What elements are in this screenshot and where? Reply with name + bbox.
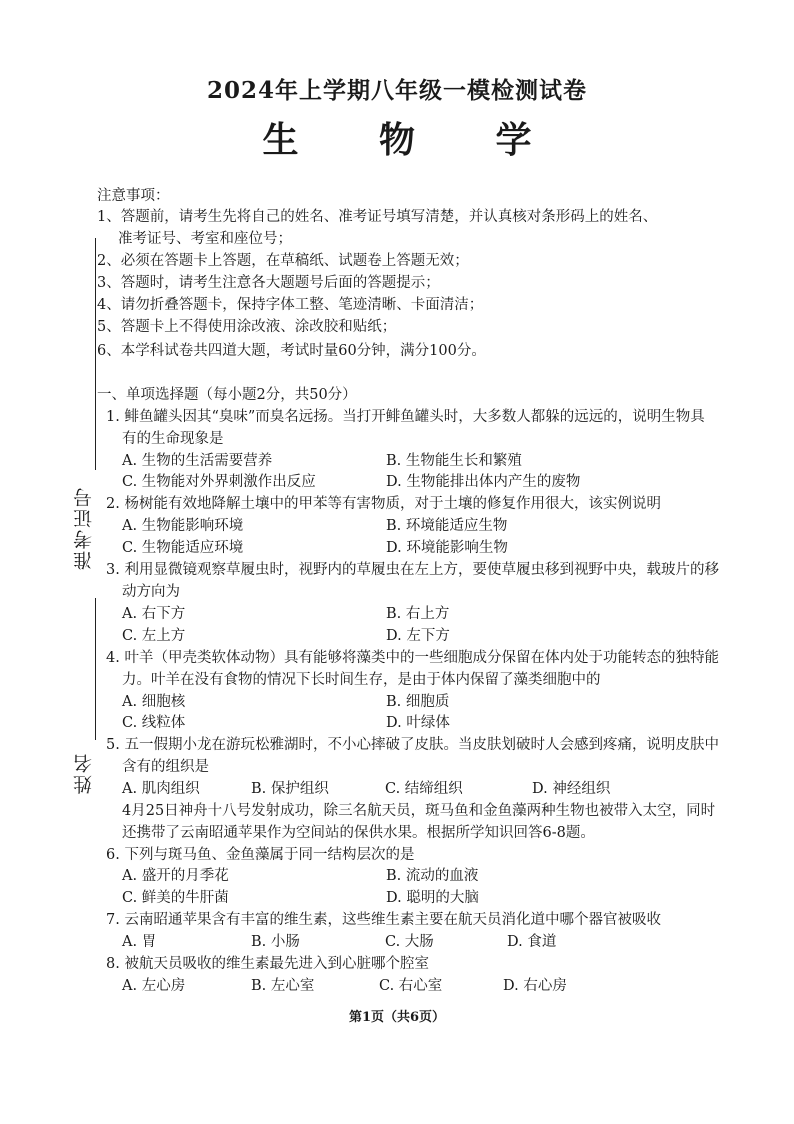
- option-b: B. 左心室: [251, 978, 315, 994]
- option-c: C. 生物能对外界刺激作出反应: [122, 474, 316, 490]
- question-4-cont: 力。叶羊在没有食物的情况下长时间生存，是由于体内保留了藻类细胞中的: [122, 672, 601, 688]
- question-8: 8. 被航天员吸收的维生素最先进入到心脏哪个腔室: [106, 956, 429, 972]
- option-a: A. 右下方: [122, 606, 186, 622]
- option-b: B. 生物能生长和繁殖: [386, 453, 522, 469]
- option-c: C. 线粒体: [122, 715, 186, 731]
- option-b: B. 细胞质: [386, 694, 450, 710]
- option-d: D. 环境能影响生物: [386, 540, 508, 556]
- binding-line-middle: [95, 598, 96, 740]
- question-3: 3. 利用显微镜观察草履虫时，视野内的草履虫在左上方，要使草履虫移到视野中央，载玻片的移: [106, 562, 719, 578]
- option-d: D. 神经组织: [532, 781, 611, 797]
- exam-title: 2024年上学期八年级一模检测试卷: [206, 77, 587, 104]
- option-a: A. 盛开的月季花: [122, 868, 229, 884]
- question-5: 5. 五一假期小龙在游玩松雅湖时，不小心摔破了皮肤。当皮肤划破时人会感到疼痛，说明皮肤中: [106, 737, 719, 753]
- option-b: B. 右上方: [386, 606, 450, 622]
- option-c: C. 左上方: [122, 628, 186, 644]
- notice-item: 准考证号、考室和座位号；: [118, 231, 292, 247]
- option-a: A. 胃: [122, 934, 157, 950]
- option-b: B. 小肠: [251, 934, 300, 950]
- option-c: C. 结缔组织: [385, 781, 463, 797]
- question-3-cont: 动方向为: [122, 584, 180, 600]
- notice-heading: 注意事项：: [97, 188, 170, 204]
- option-c: C. 鲜美的牛肝菌: [122, 890, 229, 906]
- notice-item: 2、必须在答题卡上答题，在草稿纸、试题卷上答题无效；: [97, 253, 469, 269]
- binding-line-top: [95, 238, 96, 470]
- name-label: 姓名: [73, 752, 95, 794]
- question-4: 4. 叶羊（甲壳类软体动物）具有能够将藻类中的一些细胞成分保留在体内处于功能转态的独特能: [106, 650, 719, 666]
- option-a: A. 生物能影响环境: [122, 518, 244, 534]
- option-c: C. 生物能适应环境: [122, 540, 244, 556]
- notice-item: 1、答题前，请考生先将自己的姓名、准考证号填写清楚，并认真核对条形码上的姓名、: [97, 209, 658, 225]
- notice-item: 6、本学科试卷共四道大题，考试时量60分钟，满分100分。: [97, 343, 486, 359]
- question-5-cont: 含有的组织是: [122, 759, 209, 775]
- option-a: A. 细胞核: [122, 694, 186, 710]
- option-a: A. 肌肉组织: [122, 781, 200, 797]
- subject-title: 生 物 学: [262, 119, 566, 161]
- question-6: 6. 下列与斑马鱼、金鱼藻属于同一结构层次的是: [106, 847, 415, 863]
- question-7: 7. 云南昭通苹果含有丰富的维生素，这些维生素主要在航天员消化道中哪个器官被吸收: [106, 912, 661, 928]
- option-b: B. 流动的血液: [386, 868, 479, 884]
- exam-id-label: 准考证号: [73, 486, 95, 570]
- option-a: A. 左心房: [122, 978, 186, 994]
- option-b: B. 环境能适应生物: [386, 518, 508, 534]
- question-1: 1. 鲱鱼罐头因其“臭味”而臭名远扬。当打开鲱鱼罐头时，大多数人都躲的远远的，说明生物具: [106, 409, 705, 425]
- option-b: B. 保护组织: [251, 781, 329, 797]
- passage-line-2: 还携带了云南昭通苹果作为空间站的保供水果。根据所学知识回答6-8题。: [122, 825, 595, 841]
- option-a: A. 生物的生活需要营养: [122, 453, 273, 469]
- page-number: 第1页（共6页）: [348, 1010, 446, 1025]
- option-d: D. 生物能排出体内产生的废物: [386, 474, 581, 490]
- option-c: C. 右心室: [379, 978, 443, 994]
- option-c: C. 大肠: [385, 934, 434, 950]
- notice-item: 3、答题时，请考生注意各大题题号后面的答题提示；: [97, 275, 440, 291]
- option-d: D. 右心房: [503, 978, 567, 994]
- section-heading: 一、单项选择题（每小题2分，共50分）: [97, 387, 357, 403]
- option-d: D. 食道: [507, 934, 557, 950]
- option-d: D. 聪明的大脑: [386, 890, 479, 906]
- option-d: D. 左下方: [386, 628, 450, 644]
- question-1-cont: 有的生命现象是: [122, 431, 224, 447]
- notice-item: 5、答题卡上不得使用涂改液、涂改胶和贴纸；: [97, 319, 397, 335]
- passage-line-1: 4月25日神舟十八号发射成功，除三名航天员，斑马鱼和金鱼藻两种生物也被带入太空，同时: [122, 803, 716, 819]
- question-2: 2. 杨树能有效地降解土壤中的甲苯等有害物质，对于土壤的修复作用很大，该实例说明: [106, 496, 661, 512]
- notice-item: 4、请勿折叠答题卡，保持字体工整、笔迹清晰、卡面清洁；: [97, 297, 484, 313]
- option-d: D. 叶绿体: [386, 715, 450, 731]
